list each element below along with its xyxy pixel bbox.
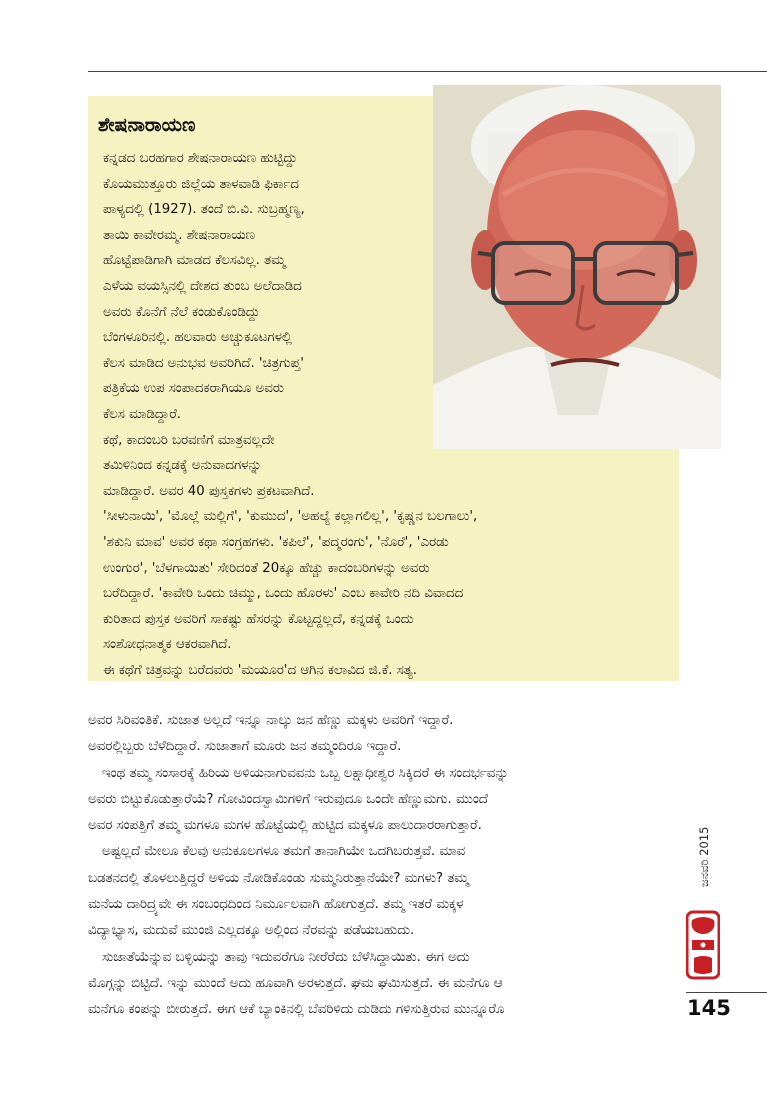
- paragraph-line: ಮನೆಯ ದಾರಿದ್ರ್ಯವೇ ಈ ಸಂಬಂಧದಿಂದ ನಿರ್ಮೂಲವಾಗಿ ಹೋಗುತ್ತದೆ. ತಮ್ಮ ಇತರೆ ಮಕ್ಕಳ: [88, 897, 464, 913]
- bio-line: 'ಸೀಳುನಾಯಿ', 'ಮೊಲ್ಲೆ ಮಲ್ಲಿಗೆ', 'ಕುಮುದ', 'ಅಹಲ್ಯೆ ಕಲ್ಲಾಗಲಿಲ್ಲ', 'ಕೃಷ್ಣನ ಬಲಗಾಲು',: [103, 509, 478, 525]
- mayura-logo-mark: [686, 910, 720, 980]
- story-body-text: [88, 708, 682, 1024]
- paragraph-line: ಬಡತನದಲ್ಲಿ ತೊಳಲುತ್ತಿದ್ದರೆ ಅಳಿಯ ನೋಡಿಕೊಂಡು ಸುಮ್ಮನಿರುತ್ತಾನೆಯೇ? ಮಗಳು? ತಮ್ಮ: [88, 870, 469, 886]
- author-name-heading: ಶೇಷನಾರಾಯಣ: [98, 114, 196, 136]
- portrait-illustration: [433, 85, 721, 449]
- bio-line: ತಾಯಿ ಕಾವೇರಮ್ಮ. ಶೇಷನಾರಾಯಣ: [103, 227, 255, 243]
- bio-line: ಈ ಕಥೆಗೆ ಚಿತ್ರವನ್ನು ಬರೆದವರು 'ಮಯೂರ'ದ ಆಗಿನ ಕಲಾವಿದ ಜಿ.ಕೆ. ಸತ್ಯ.: [103, 662, 417, 678]
- bio-line: 'ಶಕುನಿ ಮಾವ' ಅವರ ಕಥಾ ಸಂಗ್ರಹಗಳು. 'ಕಪಿಲೆ', 'ಪದ್ಮರಂಗು', 'ನೊರೆ', 'ಎರಡು: [103, 534, 449, 550]
- bio-line: ಕುರಿತಾದ ಪುಸ್ತಕ ಅವರಿಗೆ ಸಾಕಷ್ಟು ಹೆಸರನ್ನು ಕೊಟ್ಟದ್ದಲ್ಲದೆ, ಕನ್ನಡಕ್ಕೆ ಒಂದು: [103, 611, 414, 627]
- bio-line: ಮಾಡಿದ್ದಾರೆ. ಅವರ 40 ಪುಸ್ತಕಗಳು ಪ್ರಕಟವಾಗಿದೆ.: [103, 483, 315, 499]
- paragraph-line: ಮೊಗ್ಗನ್ನು ಬಿಟ್ಟಿದೆ. ಇನ್ನು ಮುಂದೆ ಅದು ಹೂವಾಗಿ ಅರಳುತ್ತದೆ. ಘಮ ಘಮಿಸುತ್ತದೆ. ಈ ಮನೆಗೂ ಆ: [88, 975, 503, 991]
- bio-line: ಅವರು ಕೊನೆಗೆ ನೆಲೆ ಕಂಡುಕೊಂಡಿದ್ದು: [103, 304, 260, 320]
- mayura-logo: [686, 910, 720, 980]
- issue-date: ಜನವರಿ 2015: [697, 826, 711, 888]
- paragraph-line: ಸುಜಾತೆಯೆನ್ನುವ ಬಳ್ಳಿಯನ್ನು ತಾವು ಇದುವರೆಗೂ ನೀರೆರೆದು ಬೆಳೆಸಿದ್ದಾಯಿತು. ಈಗ ಅದು: [102, 949, 470, 965]
- bio-line: ಕೆಲಸ ಮಾಡಿದ್ದಾರೆ.: [103, 406, 181, 422]
- top-rule: [88, 71, 767, 72]
- bio-line: ಪತ್ರಿಕೆಯ ಉಪ ಸಂಪಾದಕರಾಗಿಯೂ ಅವರು: [103, 381, 285, 397]
- paragraph-line: ಅವರಲ್ಲಿಬ್ಬರು ಬೆಳೆದಿದ್ದಾರೆ. ಸುಜಾತಾಗೆ ಮೂರು ಜನ ತಮ್ಮಂದಿರೂ ಇದ್ದಾರೆ.: [88, 739, 402, 755]
- paragraph-line: ಅವರ ಸಂಪತ್ತಿಗೆ ತಮ್ಮ ಮಗಳೂ ಮಗಳ ಹೊಟ್ಟೆಯಲ್ಲಿ ಹುಟ್ಟಿದ ಮಕ್ಕಳೂ ಪಾಲುದಾರರಾಗುತ್ತಾರೆ.: [88, 818, 482, 834]
- bio-line: ಎಳೆಯ ವಯಸ್ಸಿನಲ್ಲಿ ದೇಶದ ತುಂಬ ಅಲೆದಾಡಿದ: [103, 278, 302, 294]
- paragraph-line: ಅವರು ಬಿಟ್ಟುಕೊಡುತ್ತಾರೆಯೆ? ಗೋವಿಂದಸ್ವಾಮಿಗಳಿಗೆ ಇರುವುದೂ ಒಂದೇ ಹೆಣ್ಣುಮಗು. ಮುಂದೆ: [88, 791, 488, 807]
- bio-line: ಹೊಟ್ಟೆಪಾಡಿಗಾಗಿ ಮಾಡದ ಕೆಲಸವಿಲ್ಲ. ತಮ್ಮ: [103, 253, 286, 269]
- paragraph-line: ಮನೆಗೂ ಕಂಪನ್ನು ಬೀರುತ್ತದೆ. ಈಗ ಆಕೆ ಬ್ಯಾಂಕಿನಲ್ಲಿ ಬೆವರಿಳಿದು ದುಡಿದು ಗಳಿಸುತ್ತಿರುವ ಮುನ್ನೂರೊ: [88, 1002, 505, 1018]
- bio-line: ಪಾಳ್ಯದಲ್ಲಿ (1927). ತಂದೆ ಬಿ.ವಿ. ಸುಬ್ರಹ್ಮಣ್ಯ,: [103, 202, 305, 218]
- author-portrait-photo: [433, 85, 721, 449]
- bio-line: ಉಂಗುರ', 'ಬೆಳಗಾಯಿತು' ಸೇರಿದಂತೆ 20ಕ್ಕೂ ಹೆಚ್ಚು ಕಾದಂಬರಿಗಳನ್ನು ಅವರು: [103, 560, 430, 576]
- bio-line: ಬೆಂಗಳೂರಿನಲ್ಲಿ. ಹಲವಾರು ಅಚ್ಚುಕೂಟಗಳಲ್ಲಿ: [103, 330, 292, 346]
- paragraph-line: ಇಂಥ ತಮ್ಮ ಸಂಸಾರಕ್ಕೆ ಹಿರಿಯ ಅಳಿಯನಾಗುವವನು ಒಬ್ಬ ಲಕ್ಷಾಧೀಶ್ವರ ಸಿಕ್ಕಿದರೆ ಈ ಸಂದರ್ಭವನ್ನು: [102, 765, 509, 781]
- paragraph-line: ಅಷ್ಟಲ್ಲದೆ ಮೇಲೂ ಕೆಲವು ಅನುಕೂಲಗಳೂ ತಮಗೆ ತಾನಾಗಿಯೇ ಒದಗಿಬರುತ್ತವೆ. ಮಾವ: [102, 844, 466, 860]
- bio-line: ಕೊಯಮುತ್ತೂರು ಜಿಲ್ಲೆಯ ತಾಳವಾಡಿ ಫಿರ್ಕಾದ: [103, 176, 299, 192]
- bio-line: ಕಥೆ, ಕಾದಂಬರಿ ಬರವಣಿಗೆ ಮಾತ್ರವಲ್ಲದೇ: [103, 432, 275, 448]
- page-number: 145: [687, 996, 731, 1020]
- bio-line: ಸಂಶೋಧನಾತ್ಮಕ ಆಕರವಾಗಿದೆ.: [103, 637, 232, 653]
- paragraph-line: ವಿದ್ಯಾಭ್ಯಾಸ, ಮದುವೆ ಮುಂಜಿ ಎಲ್ಲದಕ್ಕೂ ಅಲ್ಲಿಂದ ನೆರವನ್ನು ಪಡೆಯಬಹುದು.: [88, 923, 415, 939]
- footer-rule: [686, 992, 767, 993]
- paragraph-line: ಅವರ ಸಿರಿವಂತಿಕೆ. ಸುಜಾತ ಅಲ್ಲದೆ ಇನ್ನೂ ನಾಲ್ಕು ಜನ ಹೆಣ್ಣು ಮಕ್ಕಳು ಅವರಿಗೆ ಇದ್ದಾರೆ.: [88, 713, 454, 728]
- bio-line: ಕನ್ನಡದ ಬರಹಗಾರ ಶೇಷನಾರಾಯಣ ಹುಟ್ಟಿದ್ದು: [103, 151, 298, 166]
- bio-line: ಬರೆದಿದ್ದಾರೆ. 'ಕಾವೇರಿ ಒಂದು ಚಿಮ್ಮು, ಒಂದು ಹೊರಳು' ಎಂಬ ಕಾವೇರಿ ನದಿ ವಿವಾದದ: [103, 586, 464, 602]
- bio-line: ಕೆಲಸ ಮಾಡಿದ ಅನುಭವ ಅವರಿಗಿದೆ. 'ಚಿತ್ರಗುಪ್ತ': [103, 355, 304, 371]
- bio-line: ತಮಿಳಿನಿಂದ ಕನ್ನಡಕ್ಕೆ ಅನುವಾದಗಳನ್ನು: [103, 458, 262, 474]
